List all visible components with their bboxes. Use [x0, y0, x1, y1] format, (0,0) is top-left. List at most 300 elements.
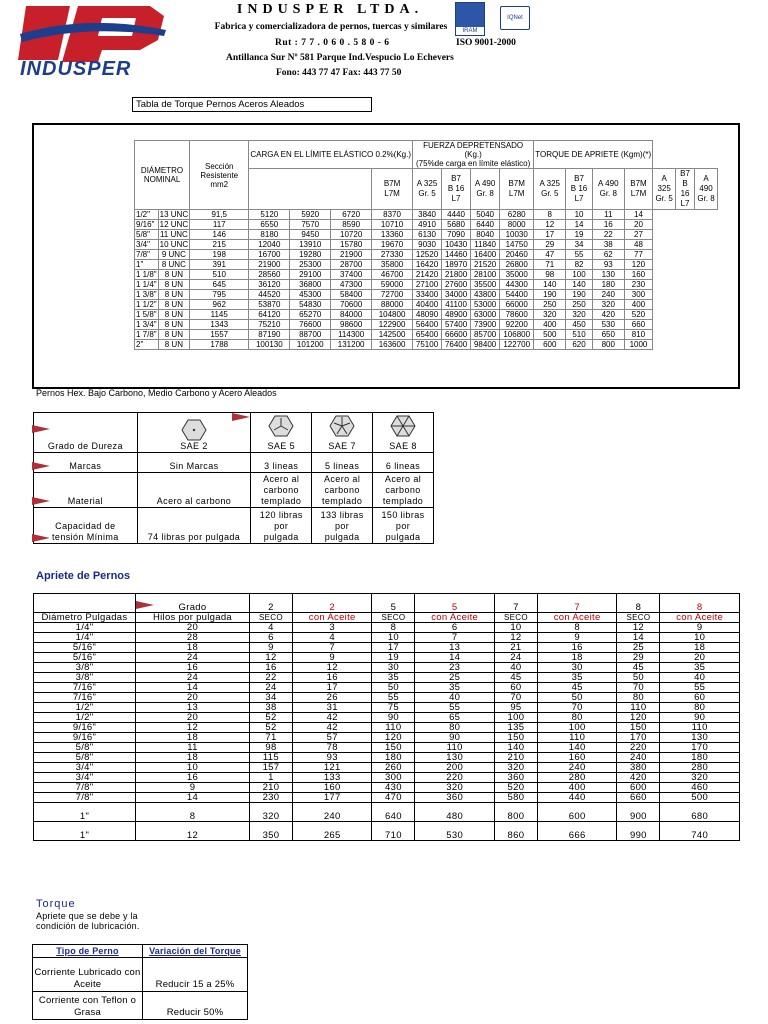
hex-head-5-lines-icon	[329, 415, 355, 437]
table-cell: 198	[190, 250, 249, 260]
table-cell: 70	[617, 683, 660, 693]
table-cell: 500	[534, 330, 566, 340]
capacity-cell: 74 libras por pulgada	[137, 508, 251, 544]
table-cell: 35500	[471, 280, 500, 290]
table-row	[34, 653, 740, 663]
table-cell: 240	[617, 753, 660, 763]
table-cell: 7	[292, 643, 372, 653]
table-cell: 8180	[249, 230, 290, 240]
grade-sae5: SAE 5	[251, 413, 312, 453]
table-cell: 59000	[372, 280, 413, 290]
table-cell: 104800	[372, 310, 413, 320]
row-label-grado: Grado de Dureza	[34, 413, 138, 453]
table-cell: 131200	[331, 340, 372, 350]
table-cell: 420	[592, 310, 624, 320]
table-cell: 13	[415, 643, 495, 653]
table-cell: 9	[292, 653, 372, 663]
table-cell: 78	[292, 743, 372, 753]
table-cell: 3840	[413, 210, 442, 220]
table-cell: 28560	[249, 270, 290, 280]
table-cell: 12 UNC	[159, 220, 189, 229]
table-cell: 27100	[413, 280, 442, 290]
table-cell: 300	[372, 773, 415, 783]
arrow-icon	[32, 462, 50, 470]
table-cell: 30	[537, 663, 617, 673]
table-cell: 25	[415, 673, 495, 683]
table-cell: 8	[372, 623, 415, 633]
table-cell: 10	[136, 763, 250, 773]
table-row	[34, 713, 740, 723]
sub-header-cell: B7 B 16 L7	[442, 169, 471, 210]
apriete-cond-row	[34, 613, 740, 623]
table-cell: 10	[372, 633, 415, 643]
table-cell: 12	[617, 623, 660, 633]
table-cell: 24	[494, 653, 537, 663]
table-cell: 87190	[249, 330, 290, 340]
table-cell: 680	[660, 803, 740, 822]
table-cell: 45	[617, 663, 660, 673]
table-cell: 250	[534, 300, 566, 310]
table-cell: 5/8"	[135, 230, 159, 240]
table-cell: 900	[617, 803, 660, 822]
table-cell: 121	[292, 763, 372, 773]
apriete-table	[33, 593, 740, 841]
table-cell: 4	[250, 623, 293, 633]
table-cell: 710	[372, 822, 415, 841]
table-cell: 50	[372, 683, 415, 693]
table-cell: 160	[624, 270, 652, 280]
table-cell: 420	[617, 773, 660, 783]
table-cell: 600	[537, 803, 617, 822]
sub-header-cell: A 325 Gr. 5	[653, 169, 676, 210]
row-label-capacidad: Capacidad de tensión Mínima	[34, 508, 138, 544]
table-cell: 8370	[372, 210, 413, 220]
header-carga: CARGA EN EL LÍMITE ELÁSTICO 0.2%(Kg.)	[249, 141, 413, 169]
table-row	[34, 663, 740, 673]
table-cell: 23	[415, 663, 495, 673]
table-cell: 650	[592, 330, 624, 340]
table-cell: 645	[190, 280, 249, 290]
table-row	[34, 822, 740, 841]
sub-header-cell: B7 B 16 L7	[566, 169, 593, 210]
table-row	[135, 340, 718, 350]
table-row	[34, 693, 740, 703]
table-cell: 350	[250, 822, 293, 841]
table-cell: 12	[250, 653, 293, 663]
table-cell: 280	[537, 773, 617, 783]
table-cell: 18	[136, 753, 250, 763]
table-cell: 12	[494, 633, 537, 643]
table-cell: 3/8"	[34, 663, 136, 673]
sub-header-blank	[249, 169, 372, 210]
table-cell: 18970	[442, 260, 471, 270]
table-cell: 520	[624, 310, 652, 320]
table-cell: 640	[372, 803, 415, 822]
table-cell: 5/8"	[34, 753, 136, 763]
table-cell: 480	[415, 803, 495, 822]
table-cell: 35	[415, 683, 495, 693]
table-cell: 36800	[290, 280, 331, 290]
table-cell: 55	[566, 250, 593, 260]
table-cell: 260	[372, 763, 415, 773]
table-cell: 8 UN	[158, 290, 189, 300]
table-cell: 1/2"	[135, 210, 159, 220]
table-cell: 43800	[471, 290, 500, 300]
row-label-material: Material	[34, 473, 138, 508]
row-label-marcas: Marcas	[34, 453, 138, 473]
table-cell: 58400	[331, 290, 372, 300]
table-cell: 30	[372, 663, 415, 673]
table-cell: 8 UN	[158, 310, 189, 320]
table-cell: 63000	[471, 310, 500, 320]
table-row	[135, 220, 718, 230]
torque-table	[134, 140, 718, 350]
table-cell: 13	[136, 703, 250, 713]
table-cell: 170	[660, 743, 740, 753]
table-cell: 12	[136, 822, 250, 841]
material-row	[34, 473, 434, 508]
marks-cell: 5 lineas	[312, 453, 373, 473]
table-cell: 660	[624, 320, 652, 330]
table-row	[135, 290, 718, 300]
table-cell: 16	[292, 673, 372, 683]
table-cell: 38	[592, 240, 624, 250]
table-cell: 88700	[290, 330, 331, 340]
table-cell: 5120	[249, 210, 290, 220]
table-cell: 80	[415, 723, 495, 733]
table-cell: 75	[372, 703, 415, 713]
table-cell: 160	[537, 753, 617, 763]
table-cell: 40	[415, 693, 495, 703]
table-cell: 5680	[442, 220, 471, 230]
table-cell: 3/4"	[135, 240, 159, 250]
table-cell: 57	[292, 733, 372, 743]
table-cell: 16700	[249, 250, 290, 260]
table-cell: 1"	[34, 822, 136, 841]
table-cell: 62	[592, 250, 624, 260]
table-cell: 47300	[331, 280, 372, 290]
variacion-cell: Reducir 15 a 25%	[143, 958, 248, 992]
table-cell: 3/4"	[34, 763, 136, 773]
variacion-cell: Reducir 50%	[143, 992, 248, 1020]
table-cell: 21	[494, 643, 537, 653]
table-cell: 360	[494, 773, 537, 783]
apriete-cond-cell: SECO	[617, 613, 660, 623]
table-cell: 40400	[413, 300, 442, 310]
apriete-title: Apriete de Pernos	[36, 570, 131, 582]
table-cell: 220	[415, 773, 495, 783]
header-torque: TORQUE DE APRIETE (Kgm)(*)	[534, 141, 653, 169]
apriete-grade-cell: 8	[660, 594, 740, 613]
company-name: INDUSPER LTDA.	[236, 2, 424, 17]
table-cell: 860	[494, 822, 537, 841]
header-variacion: Variación del Torque	[143, 945, 248, 958]
table-cell: 6130	[413, 230, 442, 240]
table-cell: 24	[136, 653, 250, 663]
table-cell: 16	[537, 643, 617, 653]
table-cell: 1	[250, 773, 293, 783]
arrow-icon	[136, 601, 154, 609]
table-cell: 200	[415, 763, 495, 773]
apriete-cond-cell: SECO	[372, 613, 415, 623]
table-cell: 1788	[190, 340, 249, 350]
table-cell: 13 UNC	[159, 210, 189, 219]
sub-header-cell: B7M L7M	[624, 169, 652, 210]
table-cell: 75100	[413, 340, 442, 350]
table-cell: 8000	[500, 220, 534, 230]
table-row	[135, 330, 718, 340]
table-row	[135, 260, 718, 270]
table-cell: 11	[592, 210, 624, 220]
table-cell: 42	[292, 723, 372, 733]
table-cell: 10030	[500, 230, 534, 240]
grade-sae8: SAE 8	[373, 413, 434, 453]
iram-cert-logo: IRAM	[455, 2, 485, 36]
table-row	[34, 673, 740, 683]
table-cell: 130	[592, 270, 624, 280]
apriete-cond-cell: con Aceite	[537, 613, 617, 623]
iqnet-cert-logo: IQNet	[500, 6, 530, 30]
table-cell: 460	[660, 783, 740, 793]
table-cell: 80	[660, 703, 740, 713]
material-cell: Acero al carbono templado	[373, 473, 434, 508]
table-cell: 21900	[249, 260, 290, 270]
table-cell: 20460	[500, 250, 534, 260]
table-cell: 450	[566, 320, 593, 330]
table-cell: 440	[537, 793, 617, 803]
table-cell: 98600	[331, 320, 372, 330]
apriete-cond-cell: con Aceite	[292, 613, 372, 623]
table-cell: 400	[537, 783, 617, 793]
table-cell: 16	[592, 220, 624, 230]
table-cell: 250	[566, 300, 593, 310]
table-row	[34, 643, 740, 653]
table-cell: 1557	[190, 330, 249, 340]
table-cell: 9 UNC	[158, 250, 189, 260]
table-cell: 7/8"	[34, 793, 136, 803]
table-cell: 92200	[500, 320, 534, 330]
table-cell: 17	[372, 643, 415, 653]
table-cell: 1/4"	[34, 623, 136, 633]
table-cell: 38	[250, 703, 293, 713]
table-cell: 26800	[500, 260, 534, 270]
table-row	[34, 733, 740, 743]
table-cell: 580	[494, 793, 537, 803]
table-cell: 10	[566, 210, 593, 220]
table-cell: 12040	[249, 240, 290, 250]
table-cell: 10720	[331, 230, 372, 240]
table-cell: 320	[592, 300, 624, 310]
table-cell: 22	[250, 673, 293, 683]
table-cell: 65	[415, 713, 495, 723]
table-cell: 6280	[500, 210, 534, 220]
table-cell: 71	[250, 733, 293, 743]
torque-table-title: Tabla de Torque Pernos Aceros Aleados	[132, 97, 372, 112]
table-cell: 810	[624, 330, 652, 340]
material-cell: Acero al carbono	[137, 473, 251, 508]
table-cell: 220	[617, 743, 660, 753]
table-row	[34, 743, 740, 753]
table-row	[135, 210, 718, 220]
table-cell: 9	[250, 643, 293, 653]
table-cell: 60	[660, 693, 740, 703]
table-cell: 163600	[372, 340, 413, 350]
table-cell: 95	[494, 703, 537, 713]
table-cell: 3	[292, 623, 372, 633]
table-cell: 47	[534, 250, 566, 260]
table-cell: 8 UN	[158, 340, 189, 350]
table-cell: 71	[534, 260, 566, 270]
table-cell: 6	[415, 623, 495, 633]
apriete-cond-cell: con Aceite	[415, 613, 495, 623]
table-cell: 170	[617, 733, 660, 743]
table-cell: 140	[566, 280, 593, 290]
apriete-grade-cell: 8	[617, 594, 660, 613]
table-cell: 93	[292, 753, 372, 763]
tipo-cell: Corriente Lubricado con Aceite	[33, 958, 143, 992]
table-cell: 7/8"	[34, 783, 136, 793]
table-cell: 320	[415, 783, 495, 793]
table-cell: 600	[534, 340, 566, 350]
table-cell: 9	[660, 623, 740, 633]
table-cell: 80	[617, 693, 660, 703]
grades-table	[33, 412, 434, 544]
torque-description: Apriete que se debe y la condición de lubricación.	[36, 911, 140, 931]
table-cell: 320	[494, 763, 537, 773]
table-cell: 44520	[249, 290, 290, 300]
table-cell: 142500	[372, 330, 413, 340]
apriete-header-blank	[34, 594, 136, 613]
table-cell: 53000	[471, 300, 500, 310]
table-cell: 76400	[442, 340, 471, 350]
table-cell: 46700	[372, 270, 413, 280]
table-cell: 35	[660, 663, 740, 673]
table-cell: 29100	[290, 270, 331, 280]
table-row	[34, 763, 740, 773]
grade-sae2: SAE 2	[137, 413, 251, 453]
table-cell: 53870	[249, 300, 290, 310]
table-cell: 72700	[372, 290, 413, 300]
table-cell: 54400	[500, 290, 534, 300]
table-cell: 190	[566, 290, 593, 300]
table-row	[34, 753, 740, 763]
table-cell: 106800	[500, 330, 534, 340]
table-cell: 530	[415, 822, 495, 841]
table-cell: 9450	[290, 230, 331, 240]
table-cell: 962	[190, 300, 249, 310]
table-cell: 160	[292, 783, 372, 793]
table-cell: 177	[292, 793, 372, 803]
table-cell: 35	[537, 673, 617, 683]
table-cell: 14	[136, 683, 250, 693]
table-cell: 600	[617, 783, 660, 793]
table-cell: 5920	[290, 210, 331, 220]
table-cell: 265	[292, 822, 372, 841]
table-cell: 1 5/8"	[136, 310, 157, 319]
arrow-icon	[32, 425, 50, 433]
table-cell: 400	[624, 300, 652, 310]
table-cell: 4440	[442, 210, 471, 220]
table-cell: 50	[537, 693, 617, 703]
marks-row	[34, 453, 434, 473]
table-cell: 17	[292, 683, 372, 693]
hex-head-6-lines-icon	[390, 415, 416, 437]
table-cell: 800	[592, 340, 624, 350]
table-cell: 120	[617, 713, 660, 723]
tipo-cell: Corriente con Teflon o Grasa	[33, 992, 143, 1020]
table-cell: 8	[537, 623, 617, 633]
table-cell: 42	[292, 713, 372, 723]
iso-cert-text: ISO 9001-2000	[456, 38, 516, 48]
logo-wordmark: INDUSPER	[20, 58, 132, 80]
sub-header-cell: B7M L7M	[500, 169, 534, 210]
table-cell: 530	[592, 320, 624, 330]
table-cell: 52	[250, 723, 293, 733]
table-cell: 90	[415, 733, 495, 743]
table-cell: 7/16"	[34, 693, 136, 703]
table-cell: 157	[250, 763, 293, 773]
material-cell: Acero al carbono templado	[251, 473, 312, 508]
table-cell: 391	[190, 260, 249, 270]
apriete-grade-cell: 5	[372, 594, 415, 613]
lubrication-row	[33, 992, 248, 1020]
table-cell: 14460	[442, 250, 471, 260]
table-cell: 1 1/2"	[136, 300, 157, 309]
header-seccion: Sección Resistente mm2	[190, 141, 249, 210]
table-cell: 6720	[331, 210, 372, 220]
table-row	[34, 723, 740, 733]
table-cell: 150	[617, 723, 660, 733]
table-cell: 20	[624, 220, 652, 230]
table-cell: 110	[415, 743, 495, 753]
table-cell: 21420	[413, 270, 442, 280]
table-cell: 29	[617, 653, 660, 663]
table-cell: 520	[494, 783, 537, 793]
table-cell: 21900	[331, 250, 372, 260]
table-cell: 1 3/4"	[136, 320, 157, 329]
table-cell: 20	[136, 693, 250, 703]
table-cell: 11 UNC	[159, 230, 188, 239]
table-cell: 14	[624, 210, 652, 220]
apriete-cond-cell: SECO	[494, 613, 537, 623]
apriete-cond-cell: SECO	[250, 613, 293, 623]
table-cell: 215	[190, 240, 249, 250]
table-cell: 28100	[471, 270, 500, 280]
table-row	[34, 633, 740, 643]
table-cell: 22	[592, 230, 624, 240]
table-cell: 76600	[290, 320, 331, 330]
table-row	[34, 793, 740, 803]
sub-header-cell: A 490 Gr. 8	[695, 169, 718, 210]
header-fuerza: FUERZA DEPRETENSADO (Kg.) (75%de carga en límite elástico)	[413, 141, 534, 169]
table-cell: 73900	[471, 320, 500, 330]
table-cell: 20	[136, 713, 250, 723]
table-cell: 12	[136, 723, 250, 733]
table-row	[34, 803, 740, 822]
table-row	[135, 300, 718, 310]
table-cell: 9/16"	[34, 723, 136, 733]
table-cell: 8590	[331, 220, 372, 230]
table-cell: 110	[617, 703, 660, 713]
table-cell: 320	[660, 773, 740, 783]
table-cell: 48090	[413, 310, 442, 320]
table-cell: 84000	[331, 310, 372, 320]
table-cell: 320	[534, 310, 566, 320]
table-cell: 150	[372, 743, 415, 753]
table-cell: 400	[534, 320, 566, 330]
table-cell: 320	[250, 803, 293, 822]
table-cell: 8 UN	[158, 320, 189, 330]
